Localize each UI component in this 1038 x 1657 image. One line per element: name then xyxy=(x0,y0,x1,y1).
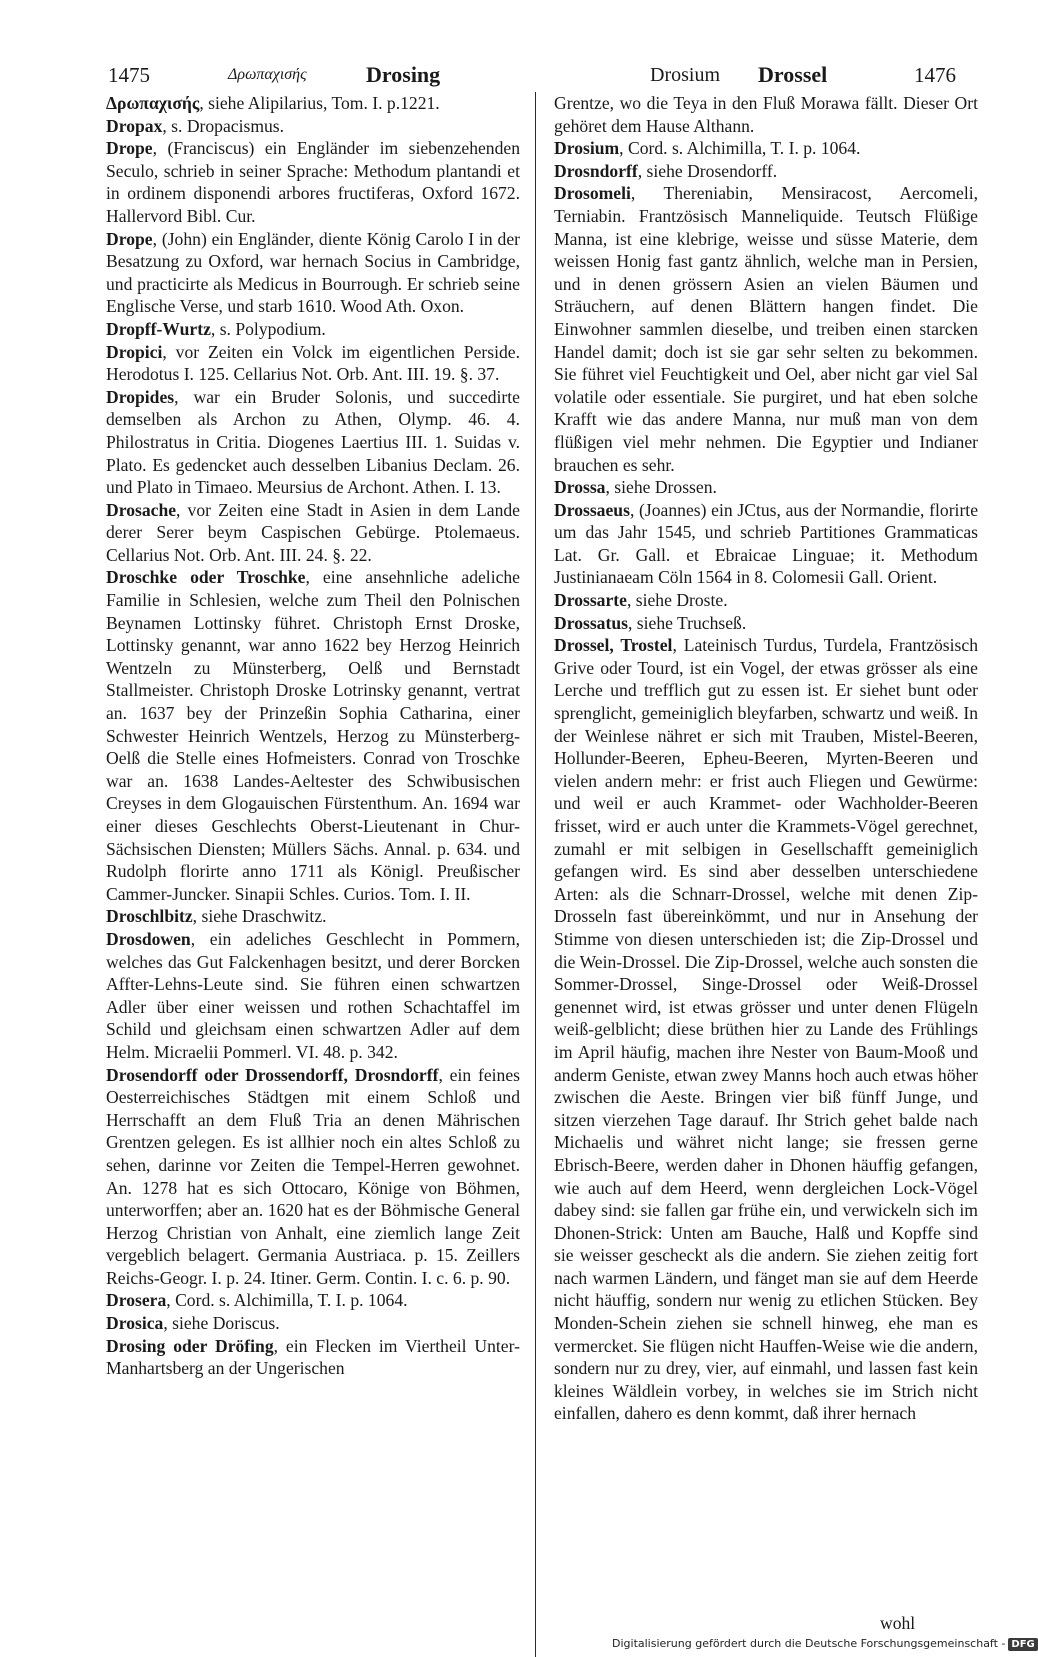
entry-lemma: Drossaeus xyxy=(554,499,630,520)
entry-text: , siehe Draschwitz. xyxy=(192,906,327,927)
entry-paragraph xyxy=(106,928,520,1064)
entry-lemma: Drope xyxy=(106,228,153,249)
entry-lemma: Droschke oder Troschke xyxy=(106,567,306,588)
entry-text: , vor Zeiten ein Volck im eigentlichen Perside. Herodotus I. 125. Cellarius Not. Orb. Ant. III. 19. §. 37. xyxy=(106,341,520,385)
entry-text: , eine ansehnliche adeliche Familie in Schlesien, welche zum Theil den Polnischen Beynamen Lottinsky führet. Christoph Ernst Droske, Lottinsky genannt, war anno 1622 bey Herzog Heinrich Wentzeln zu Münsterberg, Oelß und Bernstadt Stallmeister. Christoph Droske Lotrinsky genannt, vertrat an. 1637 bey der Prinzeßin Sophia Catharina, einer Schwester Heinrich Wentzels, Herzog zu Münsterberg-Oelß die Stelle eines Hofmeisters. Conrad von Troschke war an. 1638 Landes-Aeltester des Schwibusischen Creyses in dem Glogauischen Fürstenthum. An. 1694 war einer dieses Geschlechts Oberst-Lieutenant in Chur-Sächsischen Diensten; Müllers Sächs. Annal. p. 634. und Rudolph florirte anno 1711 als Königl. Preußischer Cammer-Juncker. Sinapii Schles. Curios. Tom. I. II. xyxy=(106,567,520,904)
footer-text: Digitalisierung gefördert durch die Deutsche Forschungsgemeinschaft - xyxy=(612,1637,1006,1650)
entry-text: , ein adeliches Geschlecht in Pommern, welches das Gut Falckenhagen besitzt, und derer Borcken Affter-Lehns-Leute sind. Sie führen einen schwartzen Adler über einer weissen und rothen Schachtaffel im Schild und gleichsam einen schwartzen Adler auf dem Helm. Micraelii Pommerl. VI. 48. p. 342. xyxy=(106,928,520,1062)
entry-lemma: Δρωπαχισής xyxy=(106,93,200,113)
entry-lemma: Drope xyxy=(106,138,153,159)
entry-text: , Cord. s. Alchimilla, T. I. p. 1064. xyxy=(619,138,861,159)
entry-paragraph xyxy=(106,137,520,227)
entry-paragraph xyxy=(106,341,520,386)
entry-text: , s. Polypodium. xyxy=(210,318,326,339)
entry-paragraph xyxy=(554,612,978,635)
entry-lemma: Droschlbitz xyxy=(106,906,193,927)
entry-paragraph xyxy=(554,182,978,476)
entry-text: Grentze, wo die Teya in den Fluß Morawa fällt. Dieser Ort gehöret dem Hause Althann. xyxy=(554,93,978,136)
entry-text: , siehe Drossen. xyxy=(605,477,717,498)
entry-lemma: Drosera xyxy=(106,1290,167,1311)
entry-lemma: Drosium xyxy=(554,138,620,159)
entry-text: , siehe Truchseß. xyxy=(627,612,747,633)
entry-paragraph xyxy=(106,566,520,905)
entry-text: , Cord. s. Alchimilla, T. I. p. 1064. xyxy=(166,1290,408,1311)
entry-text: , (Franciscus) ein Engländer im siebenzehenden Seculo, schrieb in seiner Sprache: Methodum plantandi et in ordinem disponendi arbores fructiferas, Oxford 1672. Hallervord Bibl. Cur. xyxy=(106,138,520,226)
column-divider xyxy=(535,92,536,1657)
entry-paragraph xyxy=(106,228,520,318)
right-catchword-roman: Drosium xyxy=(650,64,720,86)
right-column xyxy=(554,92,978,1627)
dfg-logo: DFG xyxy=(1008,1638,1037,1651)
entry-lemma: Dropff-Wurtz xyxy=(106,318,211,339)
right-catchword: Drossel xyxy=(758,62,828,87)
left-catchword: Drosing xyxy=(366,62,441,87)
entry-paragraph xyxy=(106,1064,520,1290)
entry-paragraph xyxy=(554,92,978,137)
entry-lemma: Drossel, Trostel xyxy=(554,635,673,656)
entry-text: , vor Zeiten eine Stadt in Asien in dem Lande derer Serer beym Caspischen Gebürge. Ptolemaeus. Cellarius Not. Orb. Ant. III. 24. §. 22. xyxy=(106,499,520,565)
catchword-end: wohl xyxy=(880,1613,916,1633)
footer-credit xyxy=(612,1636,1035,1652)
entry-text: , (John) ein Engländer, diente König Carolo I in der Besatzung zu Oxford, war hernach Socius in Cambridge, und practicirte als Medicus in Bourrough. Er schrieb seine Englische Verse, und starb 1610. Wood Ath. Oxon. xyxy=(106,228,520,317)
entry-lemma: Drosendorff oder Drossendorff, Drosndorff xyxy=(106,1064,439,1085)
entry-text: , siehe Doriscus. xyxy=(163,1313,280,1334)
entry-lemma: Drosica xyxy=(106,1313,164,1334)
left-greek-catchword: Δρωπαχισής xyxy=(228,66,307,83)
entry-paragraph xyxy=(106,92,520,115)
entry-text: , ein Flecken im Viertheil Unter-Manhartsberg an der Ungerischen xyxy=(106,1335,520,1379)
entry-paragraph xyxy=(106,1312,520,1335)
entry-paragraph xyxy=(554,476,978,499)
entry-text: , siehe Drosendorff. xyxy=(637,160,778,181)
entry-paragraph xyxy=(554,589,978,612)
running-header xyxy=(108,62,978,88)
entry-paragraph xyxy=(106,1289,520,1312)
entry-lemma: Dropax xyxy=(106,115,163,136)
entry-lemma: Drosndorff xyxy=(554,160,638,181)
entry-paragraph xyxy=(554,634,978,1425)
entry-paragraph xyxy=(106,499,520,567)
entry-lemma: Dropides xyxy=(106,386,175,407)
entry-lemma: Drosing oder Dröfing xyxy=(106,1335,274,1356)
right-page-number: 1476 xyxy=(914,63,956,87)
entry-text: , siehe Droste. xyxy=(626,590,728,611)
entry-paragraph xyxy=(554,137,978,160)
entry-text: , s. Dropacismus. xyxy=(162,115,285,136)
entry-lemma: Drosomeli xyxy=(554,183,631,204)
entry-text: , war ein Bruder Solonis, und succedirte demselben als Archon zu Athen, Olymp. 46. 4. Philostratus in Critia. Diogenes Laertius III. 1. Suidas v. Plato. Es gedencket auch desselben Libanius Declam. 26. und Plato in Timaeo. Meursius de Archont. Athen. I. 13. xyxy=(106,386,520,498)
entry-paragraph xyxy=(554,499,978,589)
entry-lemma: Drossatus xyxy=(554,612,628,633)
entry-paragraph xyxy=(106,1335,520,1380)
entry-text: , Lateinisch Turdus, Turdela, Frantzösisch Grive oder Tourd, ist ein Vogel, der etwas grösser als eine Lerche und trefflich gut zu essen ist. Er siehet bunt oder sprenglicht, gemeiniglich bleyfarben, schwartz und weiß. In der Weinlese nähret er sich mit Trauben, Mistel-Beeren, Hollunder-Beeren, Epheu-Beeren, Myrten-Beeren und vielen andern mehr: er frist auch Fliegen und Gewürme: und weil er auch Krammet- oder Wachholder-Beeren frisset, wird er auch unter die Krammets-Vögel gerechnet, zumahl er mit selbigen in Gesellschafft gemeiniglich gefangen wird. Es sind aber desselben unterschiedene Arten: als die Schnarr-Drossel, welche mit denen Zip-Drosseln fast übereinkömmt, und nur in Ansehung der Stimme von diesen unterschieden ist; die Zip-Drossel und die Wein-Drossel. Die Zip-Drossel, welche auch sonsten die Sommer-Drossel, Singe-Drossel oder Weiß-Drossel genennet wird, ist etwas grösser und unter denen Flügeln weiß-gelblicht; diese brüthen hier zu Lande des Frühlings im April häufig, machen ihre Nester von Baum-Mooß und anderm Geniste, etwan zwey Manns hoch auch etwas höher zwischen die Aeste. Bringen vier biß fünff Junge, und sitzen vierzehen Tage darauf. Ihr Strich gehet balde nach Michaelis und währet nicht lange; sie fressen gerne Ebrisch-Beere, werden daher in Dhonen häuffig gefangen, wie auch auf dem Heerd, wenn dergleichen Lock-Vögel dabey sind: sie fallen gar frühe ein, und verwickeln sich im Dhonen-Strick: Unten am Bauche, Halß und Kopffe sind sie weisser gescheckt als die andern. Sie ziehen zeitig fort nach warmen Ländern, und fänget man sie auf dem Heerde nicht häuffig, sondern nur wenig zu etlichen Stücken. Bey Monden-Schein ziehen sie schnell hinweg, ehe man es vermercket. Sie flügen nicht Hauffen-Weise wie die andern, sondern nur zu drey, vier, auf einmahl, und lassen fast kein kleines Wäldlein vorbey, in welches sie im Strich nicht einfallen, dahero es denn kommt, daß ihrer hernach xyxy=(554,635,978,1424)
entry-lemma: Drossarte xyxy=(554,590,627,611)
entry-lemma: Dropici xyxy=(106,341,163,362)
left-column xyxy=(106,92,520,1627)
entry-text: , Thereniabin, Mensiracost, Aercomeli, Terniabin. Frantzösisch Manneliquide. Teutsch Flüßige Manna, ist eine klebrige, weisse und süsse Materie, dem weissen Honig fast gantz ähnlich, welche man in Persien, und in denen grössern Asien an vielen Bäumen und Sträuchern, auf denen Blättern hangen findet. Die Einwohner sammlen dieselbe, und treiben einen starcken Handel damit; doch ist sie gar sehr selten zu bekommen. Sie führet viel Feuchtigkeit und Oel, aber nicht gar viel Sal volatile oder essentiale. Sie purgiret, und hat eben solche Krafft wie das andere Manna, nur muß man von dem flüßigen viel mehr nehmen. Die Egyptier und Indianer brauchen es sehr. xyxy=(554,183,978,475)
entry-lemma: Drossa xyxy=(554,477,606,498)
entry-text: , (Joannes) ein JCtus, aus der Normandie, florirte um das Jahr 1545, und schrieb Partitiones Grammaticas Lat. Gr. Gall. et Ebraicae Linguae; it. Methodum Justinianaeam Cöln 1564 in 8. Colomesii Gall. Orient. xyxy=(554,499,978,588)
entry-paragraph xyxy=(106,115,520,138)
entry-text: , ein feines Oesterreichisches Städtgen mit einem Schloß und Herrschafft an dem Fluß Tria an denen Mährischen Grentzen gelegen. Es ist allhier noch ein altes Schloß zu sehen, darinne vor Zeiten die Tempel-Herren gewohnet. An. 1278 hat es sich Ottocaro, Könige von Böhmen, unterworffen; aber an. 1620 hat es der Böhmische General Herzog Christian von Anhalt, eine ziemlich lange Zeit vergeblich belagert. Germania Austriaca. p. 15. Zeillers Reichs-Geogr. I. p. 24. Itiner. Germ. Contin. I. c. 6. p. 90. xyxy=(106,1064,520,1288)
entry-paragraph xyxy=(106,905,520,928)
entry-lemma: Drosdowen xyxy=(106,928,191,949)
entry-paragraph xyxy=(554,160,978,183)
entry-lemma: Drosache xyxy=(106,499,177,520)
entry-paragraph xyxy=(106,386,520,499)
entry-text: , siehe Alipilarius, Tom. I. p.1221. xyxy=(199,93,440,113)
left-page-number: 1475 xyxy=(108,63,150,87)
entry-paragraph xyxy=(106,318,520,341)
